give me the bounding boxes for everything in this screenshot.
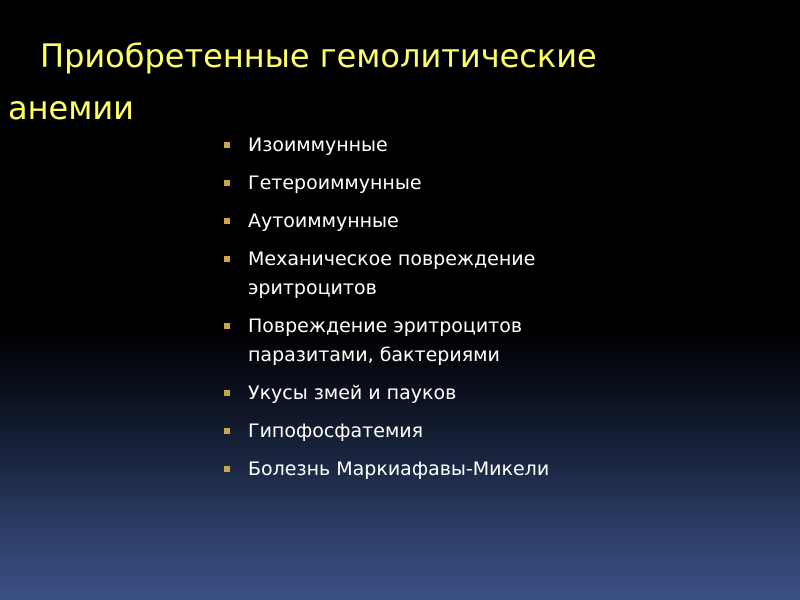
- bullet-item-marchiafava-micheli: [220, 455, 640, 484]
- bullet-text: Повреждение эритроцитов паразитами, бактериями: [248, 315, 523, 366]
- square-bullet-icon: [224, 428, 230, 434]
- bullet-item-bites: [220, 379, 640, 408]
- square-bullet-icon: [224, 390, 230, 396]
- bullet-item-izoimmunnye: [220, 131, 640, 160]
- bullet-text: Укусы змей и пауков: [248, 382, 457, 404]
- square-bullet-icon: [224, 323, 230, 329]
- bullet-text: Изоиммунные: [248, 134, 388, 156]
- slide-title-line-2: анемии: [8, 89, 134, 127]
- bullet-text: Гипофосфатемия: [248, 420, 424, 442]
- slide-title: [8, 30, 708, 134]
- bullet-list: [220, 131, 640, 493]
- bullet-text: Гетероиммунные: [248, 172, 422, 194]
- bullet-item-mechanical-damage: [220, 245, 640, 303]
- bullet-text: Механическое повреждение эритроцитов: [248, 248, 536, 299]
- bullet-item-parasite-damage: [220, 312, 640, 370]
- bullet-text: Аутоиммунные: [248, 210, 399, 232]
- bullet-text: Болезнь Маркиафавы-Микели: [248, 458, 550, 480]
- square-bullet-icon: [224, 142, 230, 148]
- bullet-item-hypophosphatemia: [220, 417, 640, 446]
- bullet-item-geteroimmunnye: [220, 169, 640, 198]
- square-bullet-icon: [224, 256, 230, 262]
- square-bullet-icon: [224, 180, 230, 186]
- slide-title-line-1: Приобретенные гемолитические: [40, 37, 597, 75]
- bullet-item-autoimmunnye: [220, 207, 640, 236]
- square-bullet-icon: [224, 218, 230, 224]
- square-bullet-icon: [224, 466, 230, 472]
